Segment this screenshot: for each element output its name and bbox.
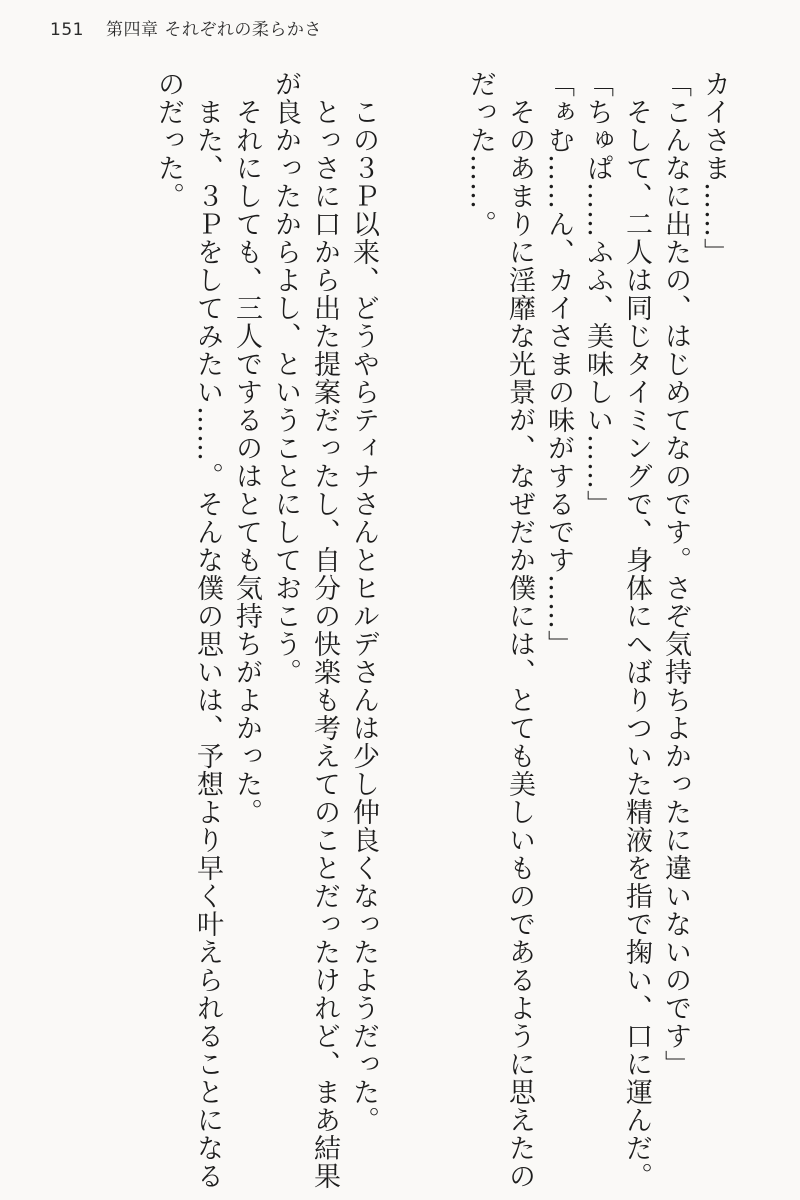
- vertical-text-body: [149, 70, 734, 1191]
- paragraph-dialogue: 「ちゅぱ……ふふ、美味しい……」: [582, 70, 613, 518]
- paragraph-narration: それにしても、三人でするのはとても気持ちがよかった。: [231, 98, 262, 826]
- page-number: 151: [50, 20, 84, 40]
- paragraph-narration: とっさに口から出た提案だったし、自分の快楽も考えてのことだったけれど、まあ結果が良かったからよし、ということにしておこう。: [270, 70, 340, 1190]
- paragraph-narration: この３Ｐ以来、どうやらティナさんとヒルデさんは少し仲良くなったようだった。: [348, 98, 379, 1134]
- paragraph-narration: そのあまりに淫靡な光景が、なぜだか僕には、とても美しいものであるように思えたのだった……。: [465, 70, 535, 1190]
- paragraph-dialogue: 「こんなに出たの、はじめてなのです。さぞ気持ちよかったに違いないのです」: [660, 70, 691, 1078]
- paragraph-narration: そして、二人は同じタイミングで、身体にへばりついた精液を指で掬い、口に運んだ。: [621, 98, 652, 1190]
- running-header: [50, 15, 322, 40]
- paragraph-dialogue-continuation: カイさま……」: [699, 70, 730, 266]
- chapter-title: 第四章 それぞれの柔らかさ: [105, 20, 322, 40]
- paragraph-dialogue: 「ぁむ……ん、カイさまの味がするです……」: [543, 70, 574, 658]
- paragraph-narration: また、３Ｐをしてみたい……。そんな僕の思いは、予想より早く叶えられることになるのだった。: [153, 70, 223, 1190]
